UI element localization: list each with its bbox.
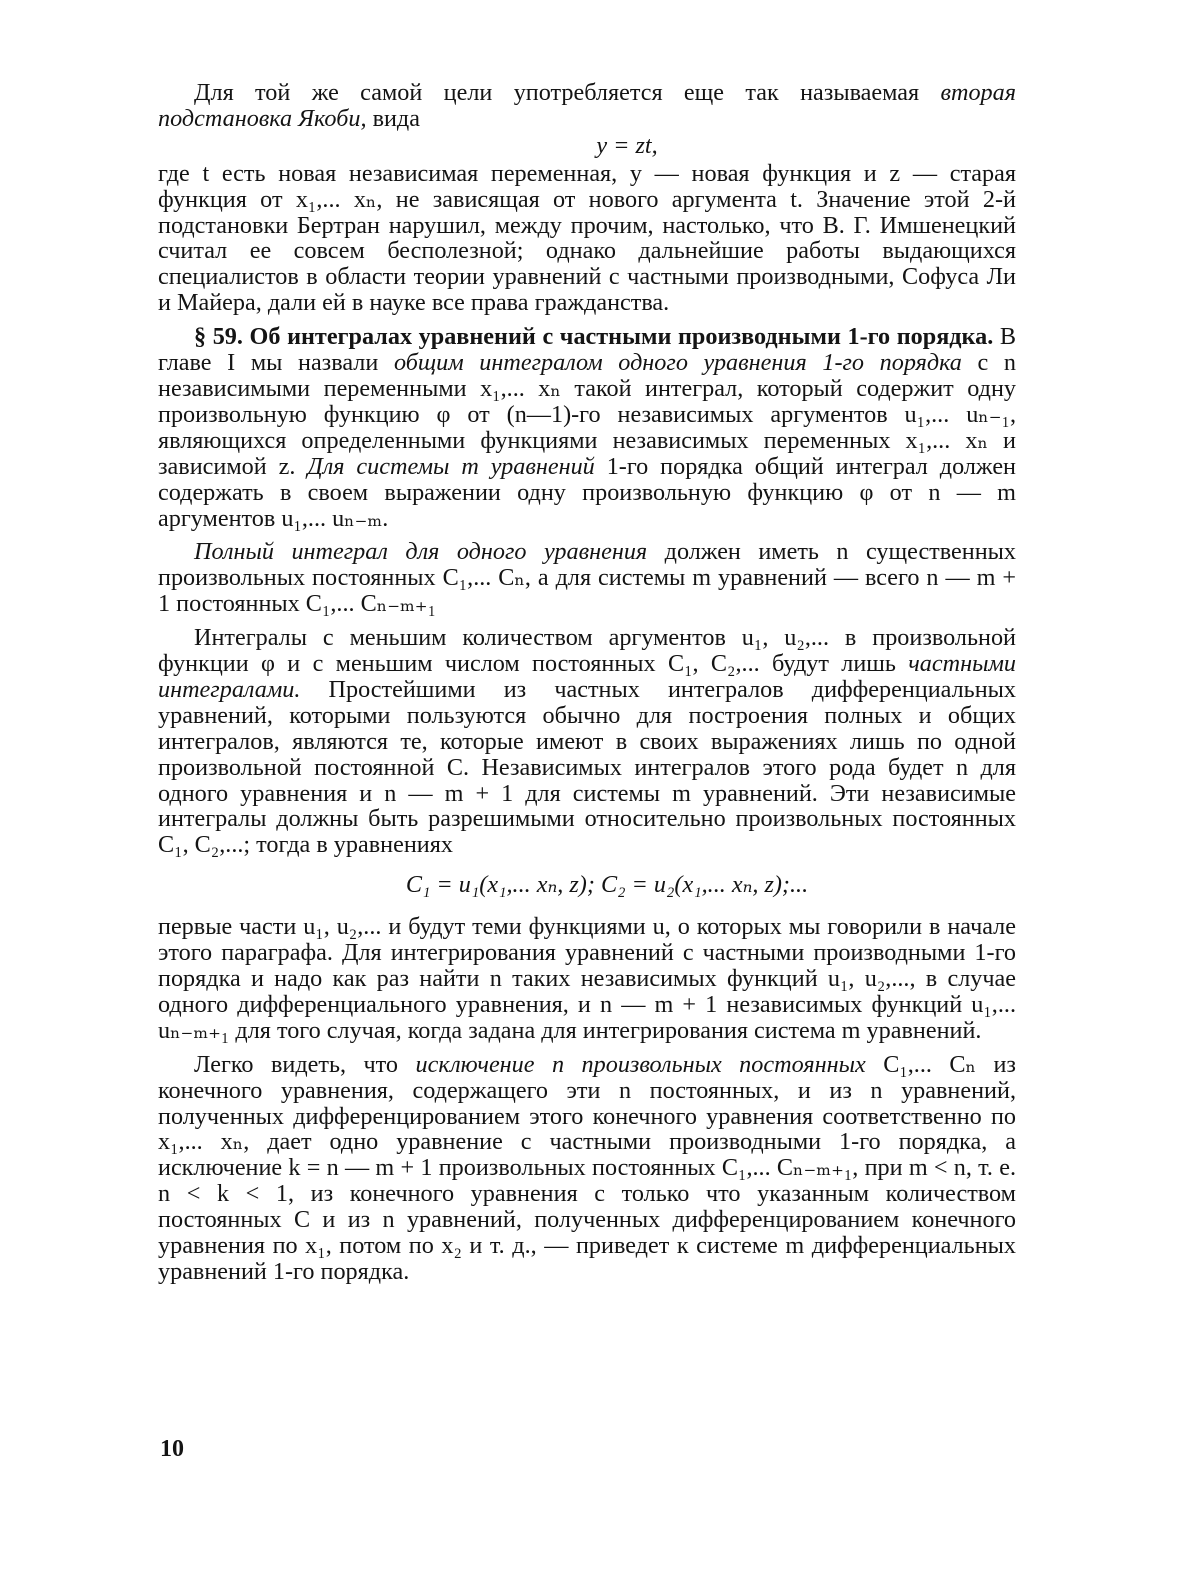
paragraph-text: Простейшими из частных интегралов дифференциальных уравнений, которыми пользуются обычно для построения полных и общих интегралов, являются те, которые имеют в своих выражениях лишь по одной произвольной постоянной C. Независимых интегралов этого рода будет n для одного уравнения и n — m + 1 для системы m уравнений. Эти независимые интегралы должны быть разрешимыми относительно произвольных постоянных C₁, C₂,...; тогда в уравнениях [158,675,1016,859]
italic-term: вторая подстановка Якоби, [158,79,1016,132]
paragraph-text: 1-го порядка общий интеграл должен содержать в своем выражении одну произвольную функцию φ от n — m аргументов u₁,... uₙ₋ₘ. [158,452,1017,532]
paragraph-complete-integral [158,539,1016,617]
paragraph-text: Легко видеть, что [194,1050,416,1078]
italic-term: общим интегралом одного уравнения 1-го порядка [393,349,962,377]
paragraph-text: должен иметь n существенных произвольных постоянных C₁,... Cₙ, а для системы m уравнений — всего n — m + 1 постоянных C₁,... Cₙ₋ₘ₊₁ [158,538,1016,618]
section-title: § 59. Об интегралах уравнений с частными производными 1-го порядка. [194,323,994,351]
formula-y-zt: y = zt, [596,131,658,159]
paragraph-substitution-history: где t есть новая независимая переменная, y — новая функция и z — старая функция от x₁,... xₙ, не зависящая от нового аргумента t. Значение этой 2-й подстановки Бертран нарушил, между прочим, настолько, что В. Г. Имшенецкий считал ее совсем бесполезной; однако дальнейшие работы выдающихся специалистов в области теории уравнений с частными производными, Софуса Ли и Майера, дали ей в науке все права гражданства. [158,159,1016,317]
paragraph-text: C₁,... Cₙ из конечного уравнения, содержащего эти n постоянных, и из n уравнений, полученных дифференцированием этого конечного уравнения соответственно по x₁,... xₙ, дает одно уравнение с частными производными 1-го порядка, а исключение k = n — m + 1 произвольных постоянных C₁,... Cₙ₋ₘ₊₁, при m < n, т. е. n < k < 1, из конечного уравнения с только что указанным количеством постоянных C и из n уравнений, полученных дифференцированием конечного уравнения по x₁, потом по x₂ и т. д., — приведет к системе m дифференциальных уравнений 1-го порядка. [158,1050,1016,1285]
paragraph-text: Для той же самой цели употребляется еще так называемая [194,79,941,106]
formula-constants: C₁ = u₁(x₁,... xₙ, z); C₂ = u₂(x₁,... xₙ, z);... [405,871,809,899]
italic-term: Полный интеграл для одного уравнения [194,538,648,566]
paragraph-text: В главе I мы назвали [158,323,1016,377]
paragraph-text: с n независимыми переменными x₁,... xₙ такой интеграл, который содержит одну произвольную функцию φ от (n—1)-го независимых аргументов u₁,... uₙ₋₁, являющихся определенными функциями независимых переменных x₁,... xₙ и зависимой z. [158,349,1016,480]
italic-term: Для системы m уравнений [307,452,595,480]
paragraph-text: вида [366,104,420,132]
italic-term: исключение n произвольных постоянных [415,1050,866,1078]
paragraph-section-59 [158,324,1016,531]
paragraph-text: Интегралы с меньшим количеством аргументов u₁, u₂,... в произвольной функции φ и с меньшим числом постоянных C₁, C₂,... будут лишь [158,624,1016,678]
paragraph-particular-integrals [158,625,1016,858]
paragraph-independent-functions: первые части u₁, u₂,... и будут теми функциями u, о которых мы говорили в начале этого параграфа. Для интегрирования уравнений с частными производными 1-го порядка и надо как раз найти n таких независимых функций u₁, u₂,..., в случае одного дифференциального уравнения, и n — m + 1 независимых функций u₁,... uₙ₋ₘ₊₁ для того случая, когда задана для интегрирования система m уравнений. [158,913,1016,1044]
paragraph-elimination [158,1052,1016,1285]
italic-term: частными интегралами. [158,650,1016,703]
page-number: 10 [160,1436,184,1462]
paragraph-jacobi-substitution [158,80,1016,132]
